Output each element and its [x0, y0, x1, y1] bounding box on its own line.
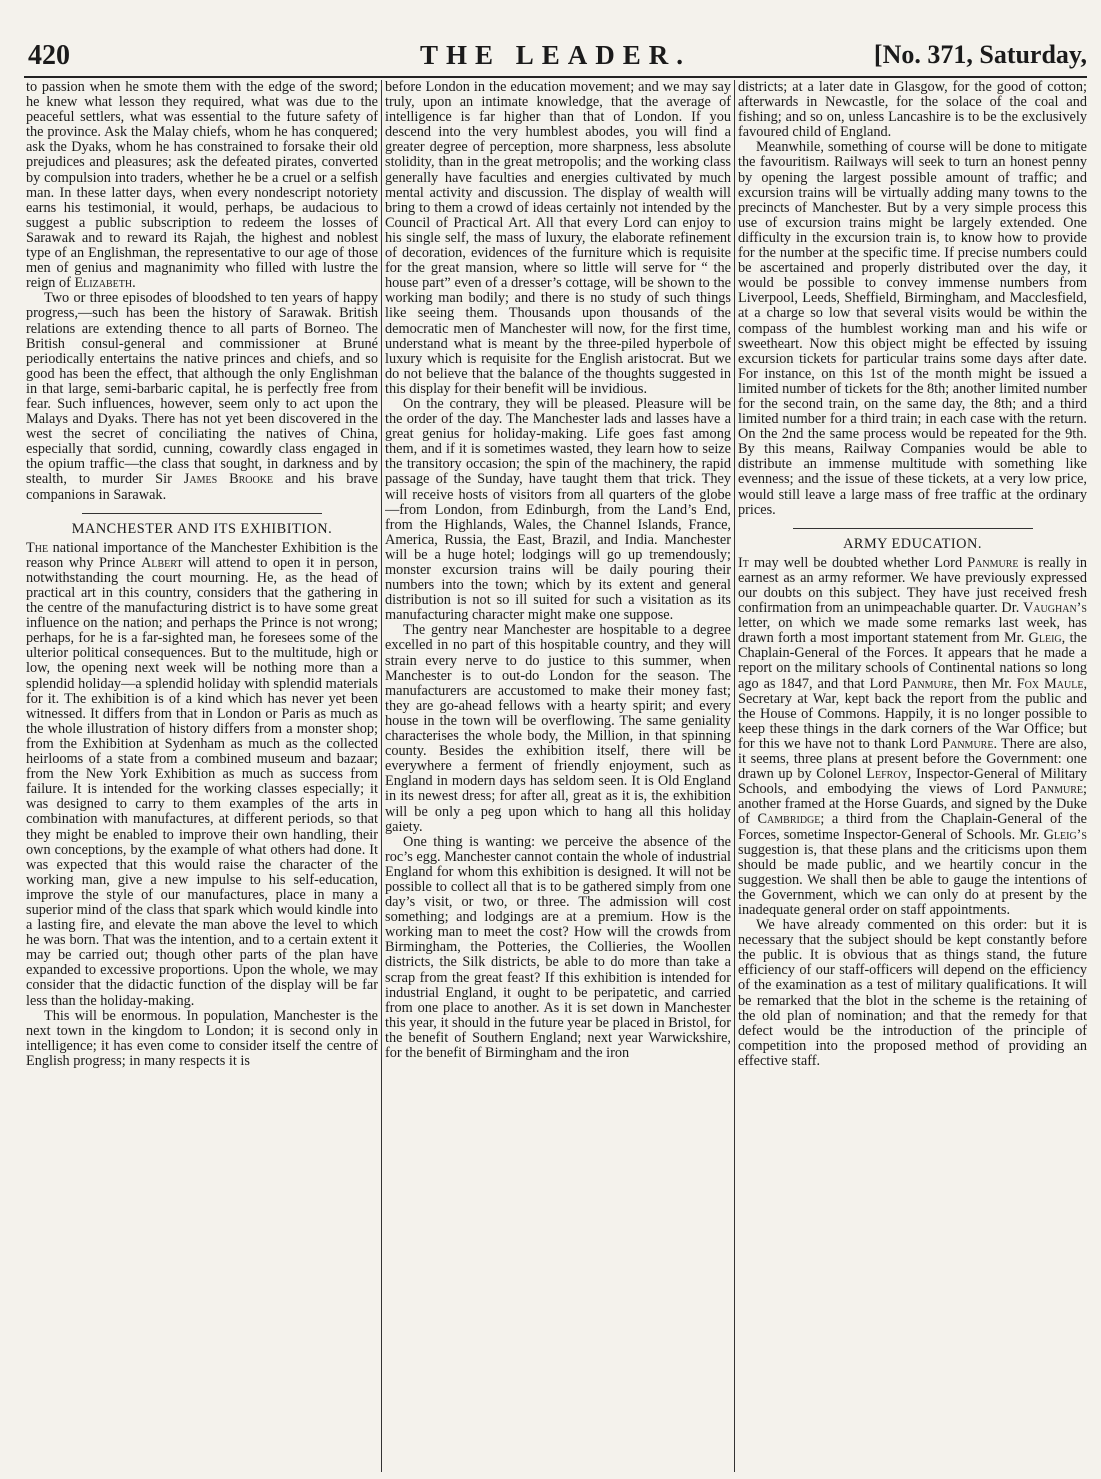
- column-1: [26, 80, 378, 1472]
- paragraph: to passion when he smote them with the edge of the sword; he knew what lesson they required, what was due to the peaceful settlers, what was essential to the future safety of the province. Ask the Malay chiefs, whom he has conquered; ask the Dyaks, whom he has constrained to forsake their old prejudices and pleasures; ask the defeated pirates, converted by compulsion into traders, whether he be a cruel or a selfish man. In these latter days, when every nondescript notoriety earns his testimonial, it would, perhaps, be audacious to suggest a public subscription to redeem the losses of Sarawak and to reward its Rajah, the highest and noblest type of an Englishman, the representative to our age of those men of genius and magnanimity who filled with lustre the reign of Elizabeth.: [26, 80, 378, 292]
- column-divider: [734, 80, 735, 1472]
- column-2: [385, 80, 731, 1472]
- paragraph: It may well be doubted whether Lord Panmure is really in earnest as an army reformer. We have previously expressed our doubts on this subject. They have just received fresh confirmation from an unimpeachable quarter. Dr. Vaughan’s letter, on which we made some remarks last week, has drawn forth a most important statement from Mr. Gleig, the Chaplain-General of the Forces. It appears that he made a report on the military schools of Continental nations so long ago as 1847, and that Lord Panmure, then Mr. Fox Maule, Secretary at War, kept back the report from the public and the House of Commons. Happily, it is no longer possible to keep these things in the dark corners of the War Office; but for this we have not to thank Lord Panmure. There are also, it seems, three plans at present before the Government: one drawn up by Colonel Lefroy, Inspector-General of Military Schools, and embodying the views of Lord Panmure; another framed at the Horse Guards, and signed by the Duke of Cambridge; a third from the Chaplain-General of the Forces, sometime Inspector-General of Schools. Mr. Gleig’s suggestion is, that these plans and the criticisms upon them should be made public, and we heartily concur in the suggestion. We shall then be able to gauge the intentions of the Government, which we can only do at present by the inadequate general order on staff appointments.: [738, 554, 1087, 918]
- paragraph: The gentry near Manchester are hospitable to a degree excelled in no part of this hospitable country, and they will strain every nerve to do justice to this summer, when Manchester is to out-do London for the season. The manufacturers are accustomed to make their money fast; they are go-ahead fellows with a hearty spirit; and every house in the town will be overflowing. The same geniality characterises the whole body, the Million, in that spinning county. Besides the exhibition itself, there will be everywhere a ferment of friendly enjoyment, such as England in modern days has seldom seen. It is Old England in its newest dress; for after all, great as it is, the exhibition will be only a peg upon which to hang all this holiday gaiety.: [385, 622, 731, 835]
- name: James Brooke: [183, 471, 274, 488]
- page-number: 420: [28, 40, 70, 71]
- paragraph: On the contrary, they will be pleased. Pleasure will be the order of the day. The Manchester lads and lasses have a great genius for holiday-making. Life goes fast among them, and if it is sometimes wasted, they learn how to seize the transitory occasion; the spin of the machinery, the rapid passage of the Sunday, have taught them that trick. They will receive hosts of visitors from all quarters of the globe—from London, from Edinburgh, from the Land’s End, from the Highlands, Wales, the Channel Islands, France, America, Russia, the East, Brazil, and India. Manchester will be a huge hotel; lodgings will go up tremendously; monster excursion trains will be daily pouring their numbers into the town; which by its extent and general distribution is not so ill suited for such a visitation as its manufacturing character might make one suppose.: [385, 395, 731, 624]
- issue-label: [No. 371, Saturday,: [873, 40, 1087, 69]
- paragraph: Two or three episodes of bloodshed to ten years of happy progress,—such has been the history of Sarawak. British relations are extending thence to all parts of Borneo. The British consul-general and commissioner at Bruné periodically entertains the native princes and chiefs, and so good has been the effect, that although the only Englishman in that large, semi-barbaric capital, he is perfectly free from fear. Such influences, however, seem only to act upon the Malays and Dyaks. There has not yet been discovered in the west the secret of conciliating the natives of China, especially that sordid, cunning, cowardly class engaged in the opium traffic—the class that sought, in darkness and by stealth, to murder Sir James Brooke and his brave companions in Sarawak.: [26, 290, 378, 503]
- article-separator: [82, 513, 322, 514]
- paragraph: One thing is wanting: we perceive the absence of the roc’s egg. Manchester cannot contain the whole of industrial England for whom this exhibition is designed. It will not be possible to collect all that is to be gathered simply from one day’s visit, or two, or three. The admission will cost something; and lodgings are at a premium. How is the working man to meet the cost? How will the crowds from Birmingham, the Potteries, the Collieries, the Woollen districts, the Silk districts, be able to do more than take a scrap from the great feast? If this exhibition is intended for industrial England, it ought to be peripatetic, and carried from one place to another. As it is set down in Manchester this year, it should in the future year be placed in Bristol, for the benefit of Southern England; next year Warwickshire, for the benefit of Birmingham and the iron: [385, 833, 731, 1061]
- name: Albert: [141, 554, 183, 571]
- paragraph: districts; at a later date in Glasgow, for the good of cotton; afterwards in Newcastle, for the solace of the coal and fishing; and so on, unless Lancashire is to be the exclusively favoured child of England.: [738, 80, 1087, 141]
- paragraph: This will be enormous. In population, Manchester is the next town in the kingdom to London; it is second only in intelligence; it has even come to consider itself the centre of English progress; in many respects it is: [26, 1007, 378, 1069]
- article-title: ARMY EDUCATION.: [843, 535, 982, 552]
- header-rule: [24, 76, 1087, 78]
- column-divider: [381, 80, 382, 1472]
- paragraph: The national importance of the Manchester Exhibition is the reason why Prince Albert will attend to open it in person, notwithstanding the court mourning. He, as the head of practical art in this country, considers that the gathering in the centre of the manufacturing district is to have some great influence on the nation; and perhaps the Prince is not wrong; perhaps, for he is a far-sighted man, he foresees some of the ulterior political consequences. But to the multitude, high or low, the opening next week will be nothing more than a splendid holiday—a splendid holiday with splendid materials for it. The exhibition is of a kind which has never yet been witnessed. It differs from that in London or Paris as much as the whole illustration of history differs from a monster shop; from the Exhibition at Sydenham as much as the collected heirlooms of a state from a combined museum and bazaar; from the New York Exhibition as much as success from failure. It is intended for the working classes especially; it was designed to carry to them examples of the arts in combination with manufactures, at different periods, so that they might be enabled to improve their own handling, their own conceptions, by the example of what others had done. It was expected that this would raise the character of the working man, give a new impulse to his self-education, improve the style of our manufactures, place in many a superior mind of the class that spark which would kindle into a lasting fire, and elevate the man above the level to which he was born. That was the intention, and to a certain extent it may be carried out; though other parts of the plan have expanded to excessive proportions. Upon the whole, we may consider that the didactic function of the display will be far less than the holiday-making.: [26, 539, 378, 1009]
- paragraph: We have already commented on this order: but it is necessary that the subject should be kept constantly before the public. It is obvious that as things stand, the future efficiency of our staff-officers will depend on the efficiency of the examination as a test of military qualifications. It will be remarked that the blot in the scheme is the retaining of the old plan of nomination; and that the remedy for that defect would be the introduction of the principle of competition into the proposed method of providing an effective staff.: [738, 917, 1087, 1069]
- name: Elizabeth: [74, 275, 133, 292]
- paragraph: before London in the education movement; and we may say truly, upon an intimate knowledge, that the average of intelligence is far higher than that of London. If you descend into the very humblest abodes, you will find a greater degree of perception, more sharpness, less absolute stolidity, than in the great metropolis; and the working class generally have faculties and energies cultivated by much mental activity and discussion. The display of wealth will bring to them a crowd of ideas certainly not intended by the Council of Practical Art. All that every Lord can enjoy to his single self, the mass of luxury, the elaborate refinement of decoration, evidences of the furniture which is requisite for the great mansion, where so little will serve for “ the house part” even of a dresser’s cottage, will be shown to the working man bodily; and there is no study of such things like seeing them. Thousands upon thousands of the democratic men of Manchester will now, for the first time, understand what is meant by the three-piled hyperbole of luxury which is requisite for the English aristocrat. But we do not believe that the balance of the thoughts suggested in this display for their benefit will be invidious.: [385, 80, 731, 397]
- article-separator: [793, 528, 1033, 529]
- column-3: [738, 80, 1087, 1472]
- paragraph: Meanwhile, something of course will be done to mitigate the favouritism. Railways will seek to turn an honest penny by opening the largest possible amount of traffic; and excursion trains will be virtually adding many towns to the precincts of Manchester. But by a very simple process this use of excursion trains might be largely extended. One difficulty in the excursion train is, to know how to provide for the number at the specific time. If precise numbers could be ascertained and properly distributed over the day, it would be possible to convey immense numbers from Liverpool, Leeds, Sheffield, Birmingham, and Macclesfield, at a charge so low that several visits would be within the compass of the humblest working man and his wife or sweetheart. Now this object might be effected by issuing excursion tickets for particular trains some days after date. For instance, on this 1st of the month might be issued a limited number of tickets for the 8th; another limited number for the second train, on the same day, the 8th; and a third limited number for a third train; in each case with the return. On the 2nd the same process would be repeated for the 9th. By this means, Railway Companies would be able to distribute an immense multitude with something like evenness; and the issue of these tickets, at a very low price, would still leave a large mass of free traffic at the ordinary prices.: [738, 139, 1087, 518]
- page-header: [24, 38, 1087, 74]
- masthead: THE LEADER.: [419, 40, 692, 70]
- article-title: MANCHESTER AND ITS EXHIBITION.: [71, 520, 333, 537]
